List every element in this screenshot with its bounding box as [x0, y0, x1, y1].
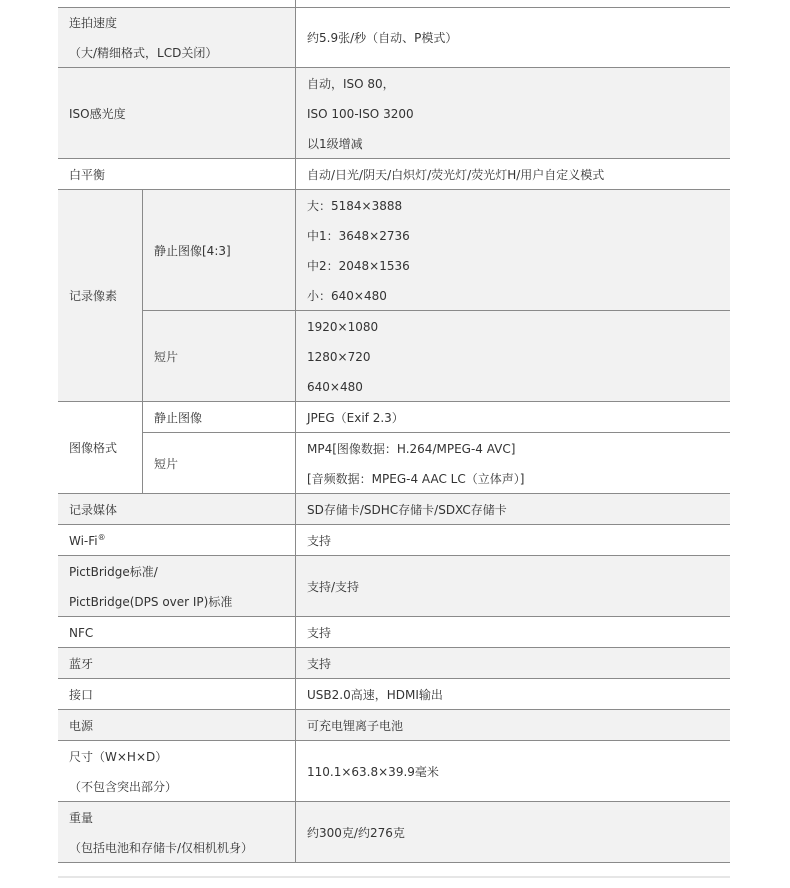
- label-cell: [58, 525, 295, 556]
- label-cell: [58, 617, 295, 648]
- value-text: 支持: [307, 625, 332, 640]
- label-cell: [58, 68, 295, 159]
- value-text: 支持: [307, 656, 332, 671]
- group-label-cell: [58, 190, 142, 402]
- wifi-label: Wi-Fi: [69, 533, 98, 548]
- column-divider: [142, 402, 143, 494]
- value-cell: [296, 311, 730, 402]
- label-text: PictBridge(DPS over IP)标准: [69, 594, 233, 609]
- label-cell: [58, 8, 295, 68]
- value-cell: [296, 617, 730, 648]
- label-text: 尺寸（W×H×D）: [69, 749, 168, 764]
- value-text: 小：640×480: [307, 288, 387, 303]
- row-divider: [58, 524, 730, 525]
- value-text: 以1级增减: [307, 136, 363, 151]
- group-label-text: 图像格式: [69, 441, 118, 455]
- label-text: 接口: [69, 687, 94, 702]
- label-text: 电源: [69, 718, 94, 733]
- value-cell: [296, 679, 730, 710]
- value-cell: [296, 190, 730, 311]
- spec-table: [58, 0, 730, 876]
- label-text: 重量: [69, 810, 94, 825]
- label-text: 记录媒体: [69, 502, 118, 517]
- value-cell: [296, 648, 730, 679]
- value-text: 支持/支持: [307, 579, 360, 594]
- value-text: 自动/日光/阴天/白炽灯/荧光灯/荧光灯H/用户自定义模式: [307, 167, 605, 182]
- value-cell: [296, 68, 730, 159]
- sub-label-cell: [143, 311, 295, 402]
- label-text: ISO感光度: [69, 106, 126, 121]
- label-text: NFC: [69, 625, 94, 640]
- row-divider: [142, 310, 730, 311]
- value-text: MP4[图像数据：H.264/MPEG-4 AVC]: [307, 441, 516, 456]
- label-cell: [58, 741, 295, 802]
- sub-label-text: 静止图像: [154, 410, 203, 425]
- label-text: PictBridge标准/: [69, 564, 158, 579]
- label-cell: [58, 556, 295, 617]
- value-text: 110.1×63.8×39.9毫米: [307, 764, 439, 779]
- value-text: 支持: [307, 533, 332, 548]
- column-divider: [142, 190, 143, 402]
- label-cell: [58, 494, 295, 525]
- value-text: 640×480: [307, 379, 363, 394]
- label-text: 连拍速度: [69, 16, 118, 30]
- row-divider: [58, 401, 730, 402]
- value-text: ISO 100-ISO 3200: [307, 106, 414, 121]
- value-text: USB2.0高速，HDMI输出: [307, 687, 443, 702]
- value-cell: [296, 402, 730, 433]
- row-divider: [58, 555, 730, 556]
- value-text: 中2：2048×1536: [307, 258, 410, 273]
- sub-label-text: 短片: [154, 349, 179, 364]
- group-label-text: 记录像素: [69, 289, 118, 303]
- row-divider: [58, 647, 730, 648]
- label-cell: [58, 679, 295, 710]
- row-divider: [58, 862, 730, 863]
- label-cell: [58, 648, 295, 679]
- value-text: 自动，ISO 80，: [307, 76, 395, 91]
- value-text: 约300克/约276克: [307, 825, 405, 840]
- row-divider: [58, 189, 730, 190]
- value-cell: [296, 741, 730, 802]
- label-text: （不包含突出部分）: [69, 779, 178, 794]
- row-divider: [142, 432, 730, 433]
- row-divider: [58, 740, 730, 741]
- group-label-cell: [58, 402, 142, 494]
- row-divider: [58, 678, 730, 679]
- value-text: 1280×720: [307, 349, 371, 364]
- registered-mark: ®: [97, 532, 106, 542]
- value-text: 可充电锂离子电池: [307, 718, 404, 733]
- label-text: （大/精细格式，LCD关闭）: [69, 46, 218, 60]
- label-text: （包括电池和存储卡/仅相机机身）: [69, 840, 254, 855]
- row-divider: [58, 493, 730, 494]
- value-text: 大：5184×3888: [307, 198, 403, 213]
- value-text: 1920×1080: [307, 319, 379, 334]
- sub-label-text: 短片: [154, 456, 179, 471]
- sub-label-cell: [143, 433, 295, 494]
- label-text: 白平衡: [69, 167, 106, 182]
- value-cell: [296, 8, 730, 68]
- value-text: JPEG（Exif 2.3）: [307, 410, 404, 425]
- row-divider: [58, 158, 730, 159]
- label-cell: [58, 159, 295, 190]
- sub-label-cell: [143, 402, 295, 433]
- value-cell: [296, 159, 730, 190]
- value-text: 约5.9张/秒（自动、P模式）: [307, 31, 458, 45]
- label-cell: [58, 802, 295, 863]
- label-text: [69, 526, 295, 556]
- label-text: 蓝牙: [69, 656, 94, 671]
- value-text: [音频数据：MPEG-4 AAC LC（立体声）]: [307, 471, 525, 486]
- value-text: SD存储卡/SDHC存储卡/SDXC存储卡: [307, 502, 507, 517]
- table-bottom-edge: [58, 876, 730, 878]
- value-cell: [296, 802, 730, 863]
- sub-label-cell: [143, 190, 295, 311]
- row-divider: [58, 709, 730, 710]
- value-text: 中1：3648×2736: [307, 228, 410, 243]
- value-cell: [296, 556, 730, 617]
- row-divider: [58, 616, 730, 617]
- row-divider: [58, 7, 730, 8]
- row-divider: [58, 67, 730, 68]
- value-cell: [296, 433, 730, 494]
- value-cell: [296, 525, 730, 556]
- value-cell: [296, 710, 730, 741]
- value-cell: [296, 494, 730, 525]
- row-divider: [58, 801, 730, 802]
- sub-label-text: 静止图像[4:3]: [154, 243, 231, 258]
- column-divider: [295, 0, 296, 863]
- label-cell: [58, 710, 295, 741]
